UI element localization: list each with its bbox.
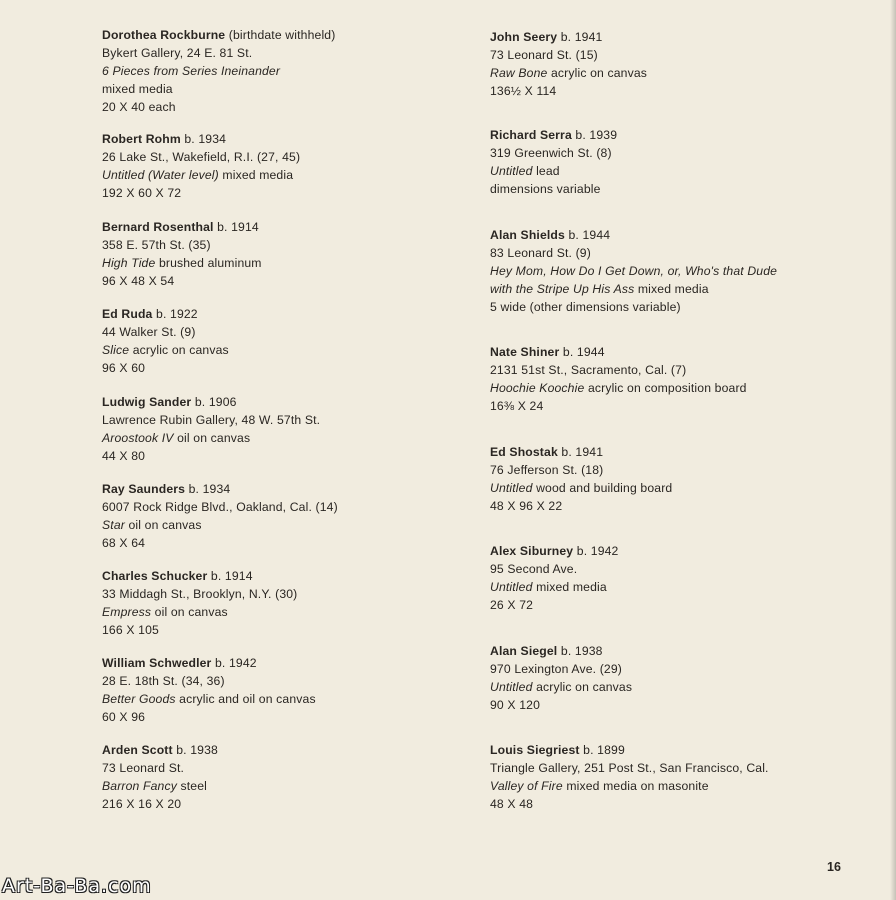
work-medium: oil on canvas [124,518,202,532]
artist-birth: b. 1941 [557,30,603,44]
artist-name: Ed Shostak [490,445,558,459]
work-medium: acrylic and oil on canvas [175,692,316,706]
artist-address: 44 Walker St. (9) [102,325,196,339]
artist-line [102,741,462,759]
artist-entry [102,393,462,465]
artist-entry [102,305,462,377]
work-dimensions: 96 X 48 X 54 [102,274,175,288]
artist-line [102,130,462,148]
work-title: Untitled [490,481,533,495]
work-line [102,429,462,447]
artist-line [102,654,462,672]
work-medium: mixed media on masonite [562,779,709,793]
work-dimensions: dimensions variable [490,182,601,196]
artist-name: Ray Saunders [102,482,186,496]
artist-birth: b. 1944 [559,345,605,359]
artist-entry [490,642,820,714]
artist-birth: b. 1938 [557,644,603,658]
artist-entry [102,480,462,552]
artist-name: Charles Schucker [102,569,208,583]
work-medium: acrylic on composition board [584,381,747,395]
work-title: High Tide [102,256,156,270]
artist-address: Triangle Gallery, 251 Post St., San Francisco, Cal. [490,761,769,775]
page-number: 16 [827,860,841,874]
artist-name: Alan Siegel [490,644,558,658]
artist-entry [490,443,820,515]
work-line [490,379,820,397]
watermark-logo: Art-Ba-Ba.com [2,875,152,897]
artist-name: William Schwedler [102,656,212,670]
work-dimensions: 90 X 120 [490,698,540,712]
artist-address: 76 Jefferson St. (18) [490,463,604,477]
work-line [102,516,462,534]
work-title: Untitled [490,680,533,694]
artist-name: Ludwig Sander [102,395,192,409]
artist-line [102,26,462,44]
work-medium: mixed media [532,580,607,594]
artist-entry [490,343,820,415]
work-line [102,62,462,80]
work-line [102,341,462,359]
work-dimensions: 60 X 96 [102,710,146,724]
artist-birth: b. 1934 [180,132,227,146]
artist-entry [102,741,462,813]
work-line [490,162,820,180]
work-line [490,280,820,298]
artist-line [490,741,820,759]
page-edge-shadow [890,0,896,900]
artist-line [102,393,462,411]
artist-birth: b. 1922 [152,307,198,321]
artist-name: Louis Siegriest [490,743,580,757]
work-title: Hey Mom, How Do I Get Down, or, Who's that Dude [490,264,778,278]
artist-birth: b. 1938 [172,743,218,757]
artist-address: 95 Second Ave. [490,562,578,576]
work-dimensions: 5 wide (other dimensions variable) [490,300,681,314]
artist-name: Richard Serra [490,128,572,142]
artist-line [102,305,462,323]
artist-line [102,480,462,498]
work-dimensions: 68 X 64 [102,536,146,550]
artist-name: Nate Shiner [490,345,560,359]
work-title: Hoochie Koochie [490,381,585,395]
artist-address: 28 E. 18th St. (34, 36) [102,674,225,688]
work-title: Untitled [490,164,533,178]
artist-name: Alex Siburney [490,544,574,558]
work-title: Empress [102,605,152,619]
artist-address: Lawrence Rubin Gallery, 48 W. 57th St. [102,413,321,427]
work-dimensions: 216 X 16 X 20 [102,797,182,811]
artist-birth: (birthdate withheld) [225,28,336,42]
artist-entry [490,226,820,316]
work-dimensions: 26 X 72 [490,598,534,612]
artist-name: Bernard Rosenthal [102,220,214,234]
artist-entry [102,130,462,202]
artist-birth: b. 1941 [557,445,604,459]
artist-entry [490,542,820,614]
work-dimensions: 16⅜ X 24 [490,399,544,413]
work-dimensions: 44 X 80 [102,449,146,463]
work-title: Slice [102,343,130,357]
artist-line [490,542,820,560]
work-line [102,166,462,184]
work-title: Untitled (Water level) [102,168,219,182]
artist-line [490,642,820,660]
artist-address: 33 Middagh St., Brooklyn, N.Y. (30) [102,587,298,601]
artist-address: 26 Lake St., Wakefield, R.I. (27, 45) [102,150,301,164]
work-medium: mixed media [634,282,709,296]
artist-entry [490,741,820,813]
artist-address: 73 Leonard St. [102,761,185,775]
artist-birth: b. 1944 [564,228,611,242]
work-medium: lead [532,164,560,178]
work-title: Barron Fancy [102,779,177,793]
artist-name: John Seery [490,30,558,44]
artist-line [490,28,820,46]
artist-name: Ed Ruda [102,307,153,321]
work-line [102,777,462,795]
artist-address: 6007 Rock Ridge Blvd., Oakland, Cal. (14) [102,500,338,514]
artist-line [490,443,820,461]
work-extra: mixed media [102,82,173,96]
artist-address: 73 Leonard St. (15) [490,48,598,62]
work-title: Untitled [490,580,533,594]
work-line [102,690,462,708]
work-medium: oil on canvas [151,605,228,619]
work-dimensions: 192 X 60 X 72 [102,186,182,200]
artist-address: 83 Leonard St. (9) [490,246,591,260]
work-line [102,254,462,272]
work-title: Better Goods [102,692,176,706]
artist-line [490,126,820,144]
work-medium: acrylic on canvas [532,680,633,694]
work-title: Raw Bone [490,66,548,80]
work-title: Aroostook IV [102,431,174,445]
work-line [490,678,820,696]
work-dimensions: 166 X 105 [102,623,159,637]
artist-entry [102,567,462,639]
work-title-cont: with the Stripe Up His Ass [490,282,635,296]
work-dimensions: 48 X 48 [490,797,534,811]
work-title: Valley of Fire [490,779,563,793]
artist-birth: b. 1942 [211,656,257,670]
work-line [490,777,820,795]
artist-address: 2131 51st St., Sacramento, Cal. (7) [490,363,687,377]
artist-line [102,567,462,585]
artist-entry [490,126,820,198]
work-line [490,479,820,497]
work-title: 6 Pieces from Series Ineinander [102,64,281,78]
artist-name: Robert Rohm [102,132,181,146]
artist-name: Alan Shields [490,228,565,242]
artist-address: 319 Greenwich St. (8) [490,146,612,160]
artist-birth: b. 1914 [207,569,253,583]
work-medium: acrylic on canvas [129,343,229,357]
work-title: Star [102,518,125,532]
artist-birth: b. 1934 [185,482,231,496]
work-dimensions: 96 X 60 [102,361,146,375]
artist-birth: b. 1939 [571,128,618,142]
work-line [490,64,820,82]
work-medium: mixed media [218,168,294,182]
artist-entry [102,218,462,290]
work-medium: acrylic on canvas [547,66,648,80]
work-medium: wood and building board [532,481,673,495]
artist-address: Bykert Gallery, 24 E. 81 St. [102,46,253,60]
work-medium: steel [176,779,207,793]
artist-birth: b. 1899 [579,743,625,757]
artist-birth: b. 1906 [191,395,237,409]
artist-line [102,218,462,236]
artist-name: Arden Scott [102,743,173,757]
artist-line [490,343,820,361]
work-line [102,603,462,621]
artist-address: 358 E. 57th St. (35) [102,238,211,252]
work-medium: oil on canvas [173,431,251,445]
artist-birth: b. 1942 [573,544,619,558]
artist-entry [490,28,820,100]
work-line [490,578,820,596]
artist-entry [102,654,462,726]
work-dimensions: 48 X 96 X 22 [490,499,563,513]
artist-address: 970 Lexington Ave. (29) [490,662,622,676]
work-dimensions: 20 X 40 each [102,100,176,114]
artist-entry [102,26,462,116]
artist-name: Dorothea Rockburne [102,28,226,42]
artist-birth: b. 1914 [213,220,259,234]
work-dimensions: 136½ X 114 [490,84,557,98]
work-medium: brushed aluminum [155,256,262,270]
artist-line [490,226,820,244]
